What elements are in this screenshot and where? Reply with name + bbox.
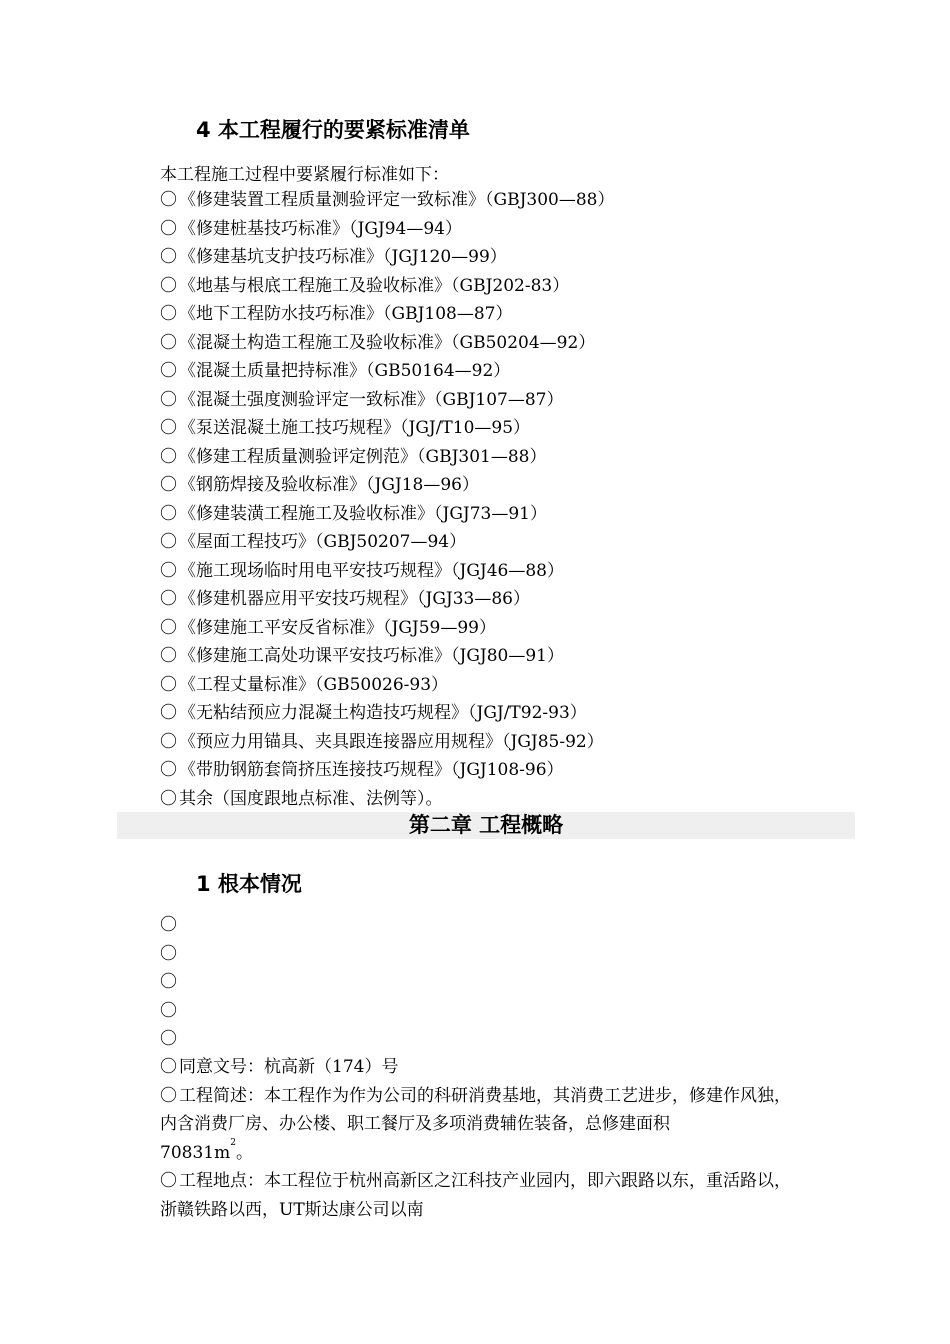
bullet-icon: 〇 [160, 1029, 177, 1049]
bullet-icon: 〇 [160, 943, 177, 964]
standard-text: 《工程丈量标准》（GB50026-93） [179, 674, 449, 695]
list-item [160, 1025, 179, 1054]
standard-text: 《混凝土强度测验评定一致标准》（GBJ107—87） [179, 389, 564, 410]
standard-text: 《地基与根底工程施工及验收标准》（GBJ202-83） [179, 275, 570, 296]
bullet-icon: 〇 [160, 617, 177, 638]
standard-text: 《修建装潢工程施工及验收标准》（JGJ73—91） [179, 503, 547, 524]
list-item [160, 585, 614, 614]
standard-text: 《修建机器应用平安技巧规程》（JGJ33—86） [179, 589, 530, 609]
standard-text: 《泵送混凝土施工技巧规程》（JGJ/T10—95） [179, 418, 531, 438]
bullet-icon: 〇 [160, 674, 177, 695]
list-item [160, 357, 614, 386]
standard-text: 《修建装置工程质量测验评定一致标准》（GBJ300—88） [179, 190, 615, 210]
location-line-1 [160, 1167, 860, 1196]
area-value: 70831m [160, 1142, 231, 1163]
bullet-icon: 〇 [160, 1171, 177, 1191]
bullet-icon: 〇 [160, 247, 177, 267]
list-item [160, 443, 614, 472]
standard-text: 《修建桩基技巧标准》（JGJ94—94） [179, 218, 462, 239]
standard-text: 《修建基坑支护技巧标准》（JGJ120—99） [179, 247, 507, 267]
list-item [160, 215, 614, 244]
list-item [160, 940, 179, 969]
area-line [160, 1139, 860, 1168]
bullet-icon: 〇 [160, 190, 177, 210]
list-item [160, 785, 614, 814]
bullet-icon: 〇 [160, 304, 177, 324]
list-item [160, 968, 179, 997]
bullet-icon: 〇 [160, 1057, 177, 1077]
bullet-icon: 〇 [160, 915, 177, 935]
bullet-icon: 〇 [160, 532, 177, 552]
list-item [160, 642, 614, 671]
standard-text: 《混凝土构造工程施工及验收标准》（GB50204—92） [179, 332, 596, 353]
standard-text: 《施工现场临时用电平安技巧规程》（JGJ46—88） [179, 560, 564, 581]
bullet-icon: 〇 [160, 589, 177, 609]
list-item [160, 557, 614, 586]
bullet-icon: 〇 [160, 389, 177, 410]
location-text-1: 工程地点：本工程位于杭州高新区之江科技产业园内，即六跟路以东，重活路以， [179, 1171, 791, 1191]
list-item [160, 911, 179, 940]
standards-list [160, 186, 614, 813]
list-item [160, 528, 614, 557]
bullet-icon: 〇 [160, 275, 177, 296]
list-item [160, 186, 614, 215]
bullet-icon: 〇 [160, 788, 177, 809]
bullet-icon: 〇 [160, 503, 177, 524]
bullet-icon: 〇 [160, 646, 177, 666]
bullet-icon: 〇 [160, 703, 177, 723]
bullet-icon: 〇 [160, 731, 177, 752]
list-item [160, 243, 614, 272]
list-item [160, 728, 614, 757]
approval-text: 同意文号：杭高新（174）号 [179, 1057, 399, 1077]
approval-line [160, 1053, 860, 1082]
bullet-icon: 〇 [160, 760, 177, 780]
section-heading-standards: 4 本工程履行的要紧标准清单 [196, 118, 470, 142]
bullet-icon: 〇 [160, 1000, 177, 1021]
area-superscript: 2 [230, 1137, 236, 1148]
section-heading-basic-info: 1 根本情况 [196, 872, 302, 896]
bullet-icon: 〇 [160, 446, 177, 467]
standard-text: 《修建施工平安反省标准》（JGJ59—99） [179, 617, 496, 638]
list-item [160, 699, 614, 728]
standard-text: 《预应力用锚具、夹具跟连接器应用规程》（JGJ85-92） [179, 731, 604, 752]
standard-text: 《钢筋焊接及验收标准》（JGJ18—96） [179, 475, 479, 495]
standard-text: 《屋面工程技巧》（GBJ50207—94） [179, 532, 467, 552]
list-item [160, 414, 614, 443]
bullet-icon: 〇 [160, 1085, 177, 1106]
area-end: 。 [235, 1142, 253, 1163]
project-info [160, 1053, 860, 1224]
list-item [160, 329, 614, 358]
standards-intro: 本工程施工过程中要紧履行标准如下： [160, 165, 449, 185]
bullet-icon: 〇 [160, 972, 177, 992]
list-item [160, 300, 614, 329]
standard-text: 《混凝土质量把持标准》（GB50164—92） [179, 361, 511, 381]
list-item [160, 272, 614, 301]
list-item [160, 997, 179, 1026]
summary-line-1 [160, 1082, 860, 1111]
bullet-icon: 〇 [160, 332, 177, 353]
list-item [160, 756, 614, 785]
list-item [160, 614, 614, 643]
chapter-title: 第二章 工程概略 [408, 813, 564, 837]
bullet-icon: 〇 [160, 560, 177, 581]
list-item [160, 471, 614, 500]
standard-text: 《修建施工高处功课平安技巧标准》（JGJ80—91） [179, 646, 564, 666]
list-item [160, 671, 614, 700]
standard-text: 《带肋钢筋套筒挤压连接技巧规程》（JGJ108-96） [179, 760, 564, 780]
standard-text: 《修建工程质量测验评定例范》（GBJ301—88） [179, 446, 547, 467]
location-line-2: 浙赣铁路以西，UT斯达康公司以南 [160, 1199, 424, 1220]
bullet-icon: 〇 [160, 418, 177, 438]
bullet-icon: 〇 [160, 475, 177, 495]
standard-text: 其余（国度跟地点标准、法例等）。 [179, 788, 443, 809]
standard-text: 《地下工程防水技巧标准》（GBJ108—87） [179, 304, 513, 324]
list-item [160, 500, 614, 529]
standard-text: 《无粘结预应力混凝土构造技巧规程》（JGJ/T92-93） [179, 703, 587, 723]
list-item [160, 386, 614, 415]
bullet-icon: 〇 [160, 361, 177, 381]
summary-line-2: 内含消费厂房、办公楼、职工餐厅及多项消费辅佐装备，总修建面积 [160, 1114, 670, 1134]
chapter-heading-bar [117, 812, 855, 839]
summary-text-1: 工程简述：本工程作为作为公司的科研消费基地，其消费工艺进步，修建作风独， [179, 1085, 791, 1106]
empty-bullet-list [160, 911, 179, 1054]
bullet-icon: 〇 [160, 218, 177, 239]
